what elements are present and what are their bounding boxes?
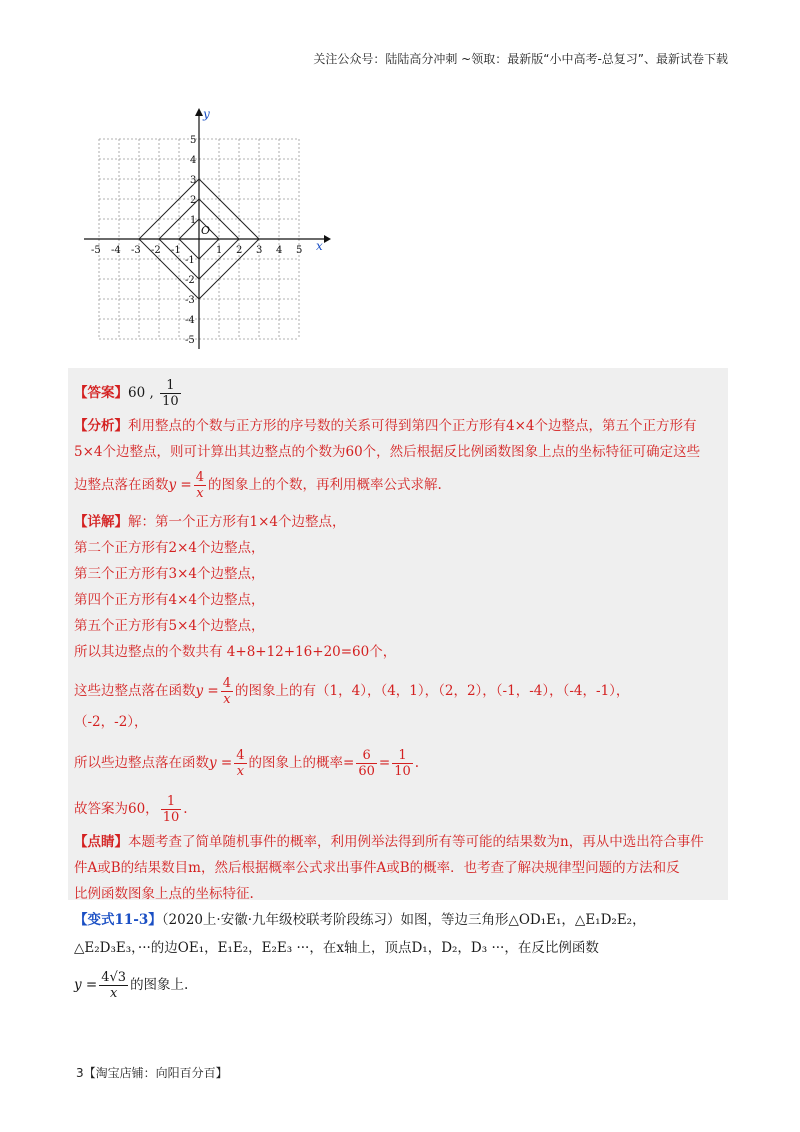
answer-line xyxy=(74,378,183,409)
x-tick-label: -2 xyxy=(151,245,161,256)
y-tick-label: -5 xyxy=(185,335,195,346)
detail-line-6: 所以其边整点的个数共有 4+8+12+16+20=60个， xyxy=(74,644,397,660)
variant-function-fraction: $\frac{4√3}{x}$ xyxy=(101,970,127,1001)
x-axis-arrow xyxy=(324,235,331,243)
y-tick-label: 5 xyxy=(190,135,197,146)
y-axis-arrow xyxy=(195,108,203,116)
answer-tag: 【答案】 xyxy=(74,385,128,401)
detail-line-3: 第三个正方形有3×4个边整点， xyxy=(74,566,265,582)
y-tick-label: 3 xyxy=(190,175,197,186)
detail-line-9: 所以些边整点落在函数y = $\frac{4}{x}$ 的图象上的概率= $\frac{6}{60}$ = $\frac{1}{10}$ . xyxy=(74,748,420,779)
page-header: 关注公众号：陆陆高分冲刺 ~领取：最新版“小中高考-总复习”、最新试卷下载 xyxy=(313,52,728,66)
analysis-line-2: 5×4个边整点，则可计算出其边整点的个数为60个，然后根据反比例函数图象上点的坐标特征可确定这些 xyxy=(74,444,701,460)
analysis-line-3: 边整点落在函数y = $\frac{4}{x}$ 的图象上的个数，再利用概率公式求解. xyxy=(74,470,442,501)
y-tick-label: 2 xyxy=(190,195,197,206)
detail-line-7: 这些边整点落在函数y = $\frac{4}{x}$ 的图象上的有（1，4），（4，1），（2，2），（-1，-4），（-4，-1）， xyxy=(74,676,630,707)
x-tick-label: 3 xyxy=(256,245,263,256)
x-tick-label: -5 xyxy=(91,245,101,256)
comment-line-2: 件A或B的结果数目m，然后根据概率公式求出事件A或B的概率．也考查了解决规律型问题的方法和反 xyxy=(74,860,680,876)
comment-line-1: 【点睛】本题考查了简单随机事件的概率，利用例举法得到所有等可能的结果数为n，再从中选出符合事件 xyxy=(74,834,704,850)
detail-line-8: （-2，-2）， xyxy=(74,714,148,730)
x-tick-label: -3 xyxy=(131,245,141,256)
answer-value: 60 , xyxy=(128,385,154,401)
answer-fraction: $\frac{1}{10}$ xyxy=(162,378,179,409)
analysis-line-1: 【分析】利用整点的个数与正方形的序号数的关系可得到第四个正方形有4×4个边整点，第五个正方形有 xyxy=(74,418,697,434)
y-axis-label: y xyxy=(203,107,210,121)
x-tick-label: 5 xyxy=(296,245,303,256)
detail-line-1: 【详解】解：第一个正方形有1×4个边整点， xyxy=(74,514,346,530)
y-tick-label: -1 xyxy=(185,255,195,266)
comment-tag: 【点睛】 xyxy=(74,834,128,850)
function-fraction: $\frac{4}{x}$ xyxy=(195,470,205,501)
detail-line-5: 第五个正方形有5×4个边整点， xyxy=(74,618,265,634)
detail-line-10: 故答案为60， $\frac{1}{10}$ . xyxy=(74,794,188,825)
x-tick-label: -1 xyxy=(171,245,181,256)
analysis-tag: 【分析】 xyxy=(74,418,128,434)
origin-label: O xyxy=(201,224,211,237)
variant-line-1: 【变式11-3】（2020上·安徽·九年级校联考阶段练习）如图，等边三角形△OD₁E₁，△E₁D₂E₂， xyxy=(74,912,646,928)
y-tick-label: -3 xyxy=(185,295,195,306)
comment-line-3: 比例函数图象上点的坐标特征. xyxy=(74,886,254,902)
detail-tag: 【详解】 xyxy=(74,514,128,530)
x-tick-label: 2 xyxy=(236,245,243,256)
x-tick-label: 4 xyxy=(276,245,283,256)
variant-line-3: y = $\frac{4√3}{x}$ 的图象上. xyxy=(74,970,189,1001)
y-tick-label: 1 xyxy=(190,215,197,226)
variant-tag: 【变式11-3】 xyxy=(74,912,162,928)
y-tick-label: 4 xyxy=(190,155,197,166)
x-tick-label: 1 xyxy=(216,245,223,256)
x-axis-label: x xyxy=(316,239,323,253)
detail-line-2: 第二个正方形有2×4个边整点， xyxy=(74,540,265,556)
y-tick-label: -4 xyxy=(185,315,195,326)
y-tick-label: -2 xyxy=(185,275,195,286)
x-tick-label: -4 xyxy=(111,245,121,256)
variant-line-2: △E₂D₃E₃，···的边OE₁，E₁E₂，E₂E₃ ···，在x轴上，顶点D₁，D₂，D₃ ···，在反比例函数 xyxy=(74,940,599,956)
coordinate-graph xyxy=(76,104,336,354)
page-footer: 3【淘宝店铺：向阳百分百】 xyxy=(76,1066,228,1080)
detail-line-4: 第四个正方形有4×4个边整点， xyxy=(74,592,265,608)
